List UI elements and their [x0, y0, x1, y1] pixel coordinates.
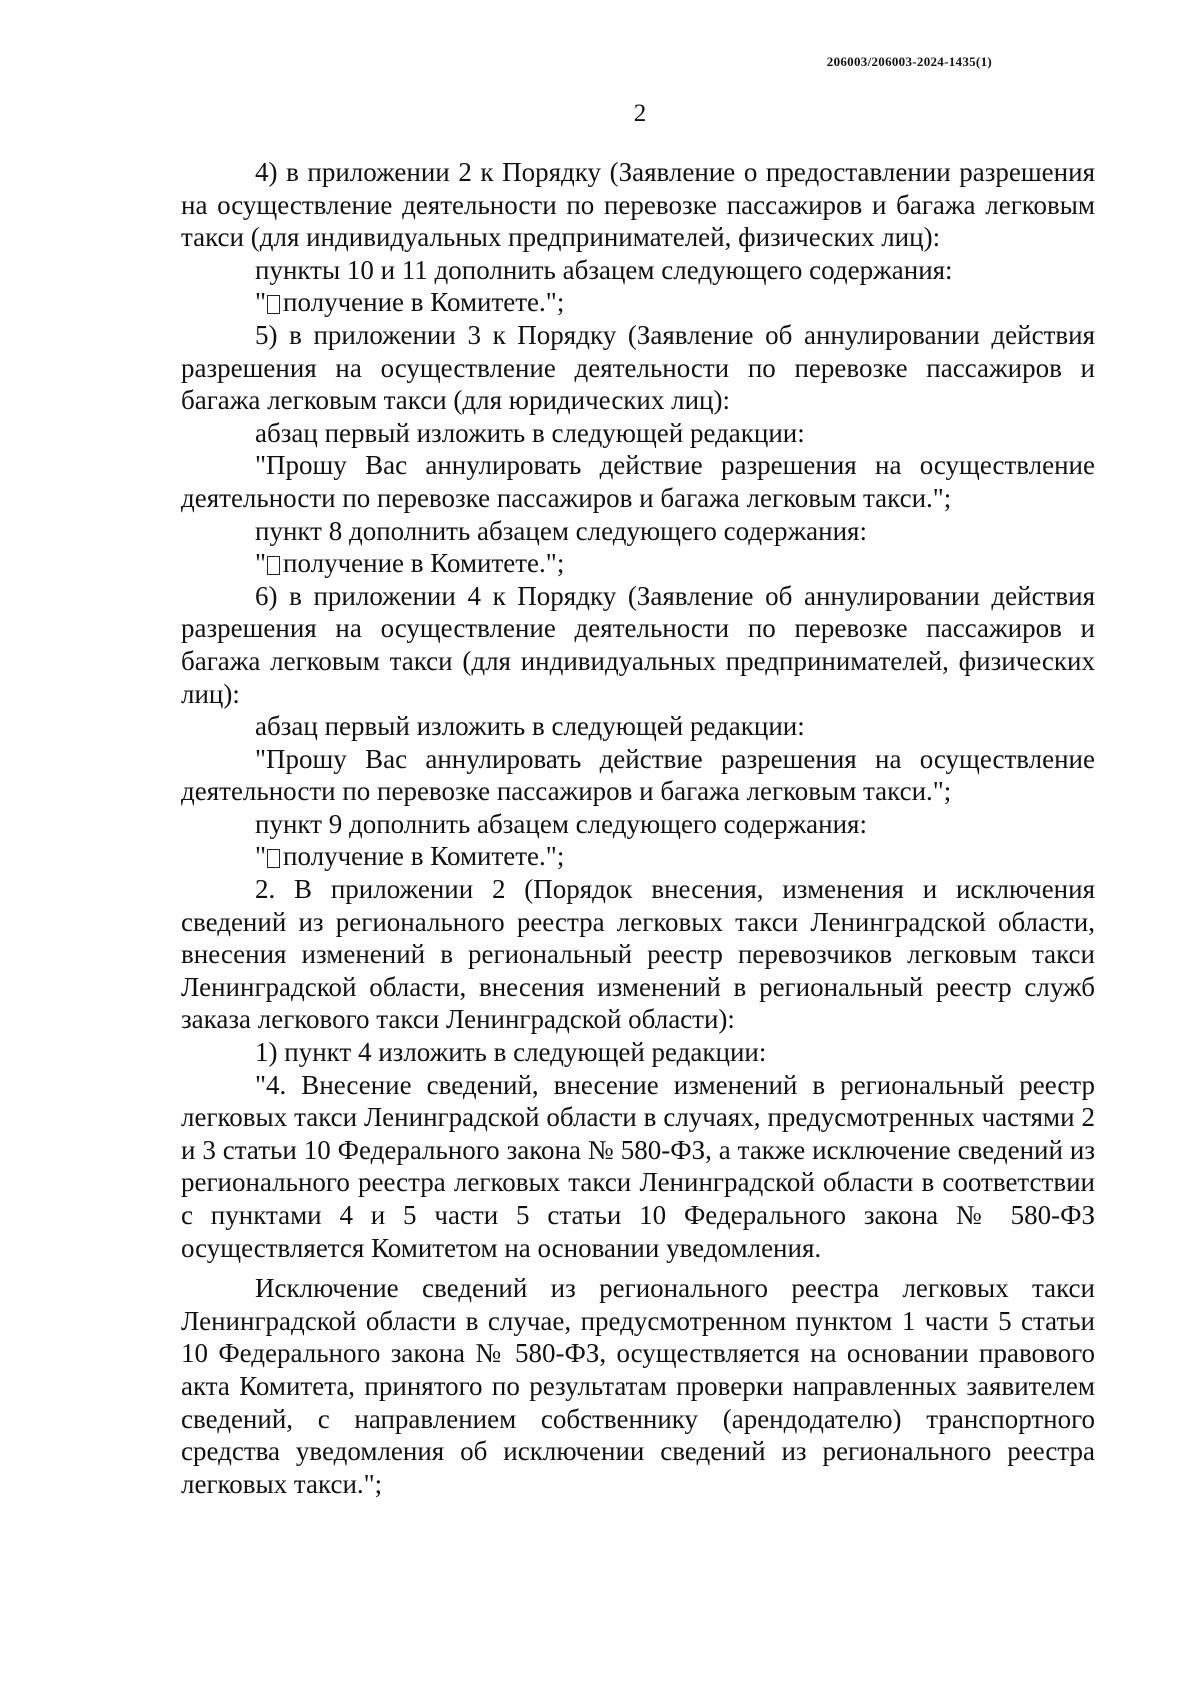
document-body — [181, 156, 1095, 1500]
checkbox-glyph-icon — [267, 295, 280, 314]
paragraph-point-4-text: "4. Внесение сведений, внесение изменений в региональный реестр легковых такси Ленинградской области в случаях, предусмотренных частями 2 и 3 статьи 10 Федерального закона № 580-ФЗ, а также исключение сведений из регионального реестра легковых такси Ленинградской области в соответствии с пунктами 4 и 5 части 5 статьи 10 Федерального закона № 580-ФЗ осуществляется Комитетом на основании уведомления. — [181, 1069, 1095, 1263]
receipt-text: получение в Комитете."; — [283, 287, 565, 318]
paragraph-points-10-11: пункты 10 и 11 дополнить абзацем следующего содержания: — [255, 254, 953, 285]
paragraph-point-8: пункт 8 дополнить абзацем следующего содержания: — [255, 515, 867, 546]
paragraph-first-paragraph-instruction: абзац первый изложить в следующей редакции: — [255, 711, 805, 742]
document-registration-number: 206003/206003-2024-1435(1) — [826, 54, 992, 69]
paragraph-exclusion-text: Исключение сведений из регионального реестра легковых такси Ленинградской области в случае, предусмотренном пунктом 1 части 5 статьи 10 Федерального закона № 580-ФЗ, осуществляется на основании правового акта Комитета, принятого по результатам проверки направленных заявителем сведений, с направлением собственнику (арендодателю) транспортного средства уведомления об исключении сведений из регионального реестра легковых такси."; — [181, 1273, 1095, 1499]
paragraph-item-4: 4) в приложении 2 к Порядку (Заявление о предоставлении разрешения на осуществление деятельности по перевозке пассажиров и багажа легковым такси (для индивидуальных предпринимателей, физических лиц): — [181, 157, 1095, 253]
quote-mark: " — [255, 287, 267, 318]
quote-mark: " — [255, 841, 267, 872]
paragraph-item-5: 5) в приложении 3 к Порядку (Заявление об аннулировании действия разрешения на осуществление деятельности по перевозке пассажиров и багажа легковым такси (для юридических лиц): — [181, 319, 1095, 416]
paragraph-item-6: 6) в приложении 4 к Порядку (Заявление об аннулировании действия разрешения на осуществление деятельности по перевозке пассажиров и багажа легковым такси (для индивидуальных предпринимателей, физических лиц): — [181, 580, 1095, 709]
paragraph-section-2: 2. В приложении 2 (Порядок внесения, изменения и исключения сведений из регионального реестра легковых такси Ленинградской области, внесения изменений в региональный реестр перевозчиков легковым такси Ленинградской области, внесения изменений в региональный реестр служб заказа легкового такси Ленинградской области): — [181, 874, 1095, 1035]
paragraph-receipt-option — [181, 286, 1095, 319]
quote-mark: " — [255, 548, 267, 579]
receipt-text: получение в Комитете."; — [283, 548, 565, 579]
paragraph-first-paragraph-instruction: абзац первый изложить в следующей редакции: — [255, 417, 805, 448]
checkbox-glyph-icon — [267, 849, 280, 868]
paragraph-receipt-option — [181, 840, 1095, 873]
paragraph-receipt-option — [181, 547, 1095, 580]
paragraph-request-text: "Прошу Вас аннулировать действие разрешения на осуществление деятельности по перевозке пассажиров и багажа легковым такси."; — [181, 450, 1095, 513]
paragraph-point-9: пункт 9 дополнить абзацем следующего содержания: — [255, 808, 867, 839]
paragraph-point-4-instruction: 1) пункт 4 изложить в следующей редакции: — [255, 1037, 767, 1068]
paragraph-request-text: "Прошу Вас аннулировать действие разрешения на осуществление деятельности по перевозке пассажиров и багажа легковым такси."; — [181, 743, 1095, 807]
receipt-text: получение в Комитете."; — [283, 841, 565, 872]
page-number: 2 — [633, 100, 647, 127]
checkbox-glyph-icon — [267, 556, 280, 575]
